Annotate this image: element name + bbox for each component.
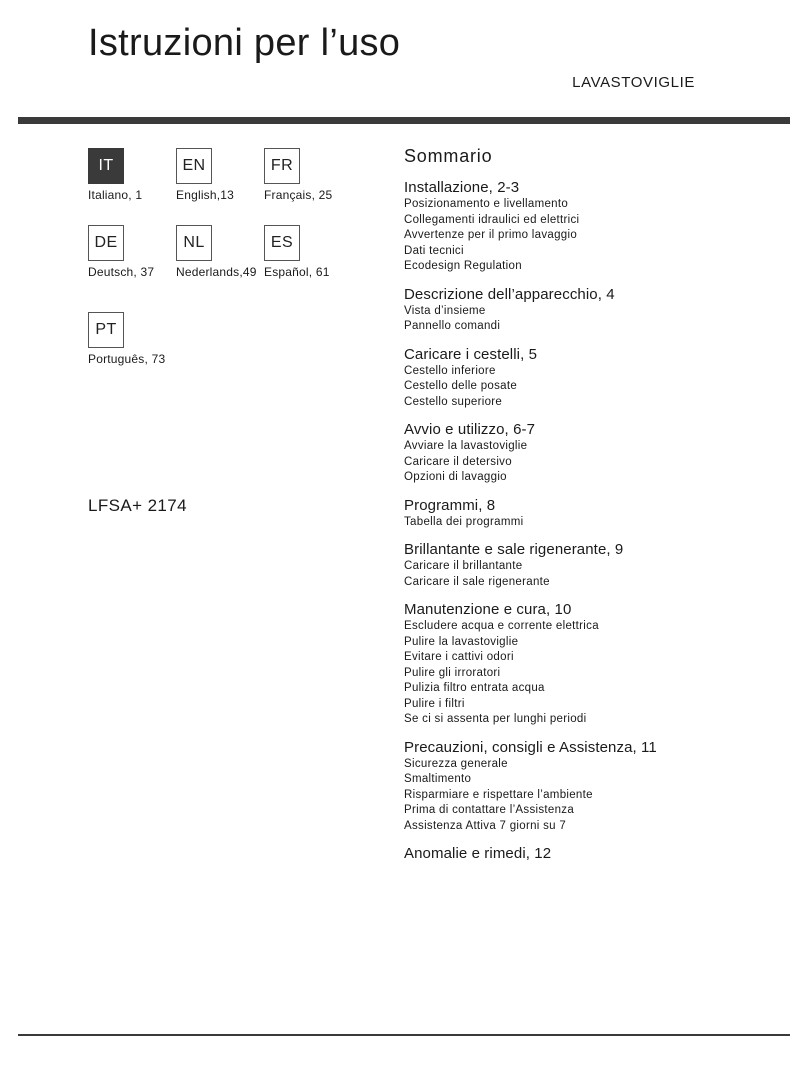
toc-item[interactable]: Avviare la lavastoviglie: [404, 440, 528, 452]
toc-section-title[interactable]: Installazione, 2-3: [404, 179, 520, 196]
table-of-contents: [404, 146, 794, 874]
language-code-box[interactable]: PT: [88, 312, 124, 348]
footer-divider: [18, 1034, 790, 1036]
toc-item[interactable]: Ecodesign Regulation: [404, 260, 522, 272]
toc-item[interactable]: Caricare il sale rigenerante: [404, 575, 550, 588]
language-label: Italiano, 1: [88, 188, 143, 202]
language-code-box[interactable]: IT: [88, 148, 124, 184]
language-label: Español, 61: [264, 265, 330, 279]
toc-section-precauzioni: [404, 739, 794, 835]
toc-item[interactable]: Sicurezza generale: [404, 757, 508, 770]
toc-item[interactable]: Assistenza Attiva 7 giorni su 7: [404, 819, 567, 832]
toc-item[interactable]: Se ci si assenta per lunghi periodi: [404, 713, 587, 725]
toc-item[interactable]: Pulire la lavastoviglie: [404, 635, 519, 648]
toc-section-programmi: [404, 497, 794, 531]
product-type: LAVASTOVIGLIE: [572, 74, 695, 91]
language-code-box[interactable]: EN: [176, 148, 212, 184]
toc-section-title[interactable]: Brillantante e sale rigenerante, 9: [404, 541, 624, 558]
toc-item[interactable]: Smaltimento: [404, 773, 472, 785]
toc-section-title[interactable]: Caricare i cestelli, 5: [404, 345, 538, 363]
toc-item[interactable]: Avvertenze per il primo lavaggio: [404, 229, 578, 241]
toc-item[interactable]: Cestello delle posate: [404, 380, 518, 392]
toc-section-installazione: [404, 179, 794, 275]
toc-item[interactable]: Escludere acqua e corrente elettrica: [404, 620, 599, 632]
toc-section-anomalie: [404, 845, 794, 863]
header-divider: [18, 117, 790, 124]
toc-item[interactable]: Vista d’insieme: [404, 304, 486, 317]
toc-section-title[interactable]: Manutenzione e cura, 10: [404, 601, 572, 618]
toc-item[interactable]: Pulire i filtri: [404, 697, 465, 710]
toc-item[interactable]: Evitare i cattivi odori: [404, 651, 514, 663]
toc-item[interactable]: Pulizia filtro entrata acqua: [404, 682, 545, 694]
toc-item[interactable]: Tabella dei programmi: [404, 515, 524, 528]
toc-section-title[interactable]: Precauzioni, consigli e Assistenza, 11: [404, 738, 657, 756]
language-label: Deutsch, 37: [88, 265, 155, 279]
toc-section-title[interactable]: Avvio e utilizzo, 6-7: [404, 421, 536, 438]
language-es[interactable]: [264, 225, 374, 301]
toc-item[interactable]: Prima di contattare l’Assistenza: [404, 804, 575, 816]
language-fr[interactable]: [264, 148, 374, 224]
language-code-box[interactable]: NL: [176, 225, 212, 261]
language-code-box[interactable]: DE: [88, 225, 124, 261]
toc-item[interactable]: Caricare il detersivo: [404, 455, 512, 468]
toc-item[interactable]: Risparmiare e rispettare l’ambiente: [404, 788, 593, 801]
toc-section-descrizione: [404, 286, 794, 335]
toc-section-avvio: [404, 421, 794, 486]
toc-section-title[interactable]: Anomalie e rimedi, 12: [404, 845, 552, 862]
language-label: Français, 25: [264, 188, 333, 202]
language-label: Português, 73: [88, 352, 166, 366]
toc-section-brillantante: [404, 541, 794, 590]
model-number: LFSA+ 2174: [88, 496, 187, 515]
language-label: Nederlands,49: [176, 265, 257, 279]
toc-item[interactable]: Posizionamento e livellamento: [404, 198, 569, 210]
toc-item[interactable]: Pannello comandi: [404, 320, 501, 332]
toc-item[interactable]: Caricare il brillantante: [404, 560, 523, 572]
toc-item[interactable]: Collegamenti idraulici ed elettrici: [404, 213, 580, 226]
language-code-box[interactable]: ES: [264, 225, 300, 261]
toc-section-title[interactable]: Descrizione dell’apparecchio, 4: [404, 285, 615, 303]
language-pt[interactable]: [88, 312, 198, 388]
toc-heading: Sommario: [404, 146, 493, 166]
page-title: Istruzioni per l’uso: [88, 22, 401, 64]
language-label: English,13: [176, 188, 235, 202]
language-code-box[interactable]: FR: [264, 148, 300, 184]
toc-item[interactable]: Dati tecnici: [404, 244, 464, 257]
toc-section-manutenzione: [404, 601, 794, 728]
toc-section-title[interactable]: Programmi, 8: [404, 496, 496, 514]
toc-item[interactable]: Pulire gli irroratori: [404, 666, 501, 679]
toc-item[interactable]: Cestello superiore: [404, 395, 503, 408]
toc-section-cestelli: [404, 346, 794, 411]
toc-item[interactable]: Cestello inferiore: [404, 364, 496, 377]
toc-item[interactable]: Opzioni di lavaggio: [404, 471, 507, 483]
